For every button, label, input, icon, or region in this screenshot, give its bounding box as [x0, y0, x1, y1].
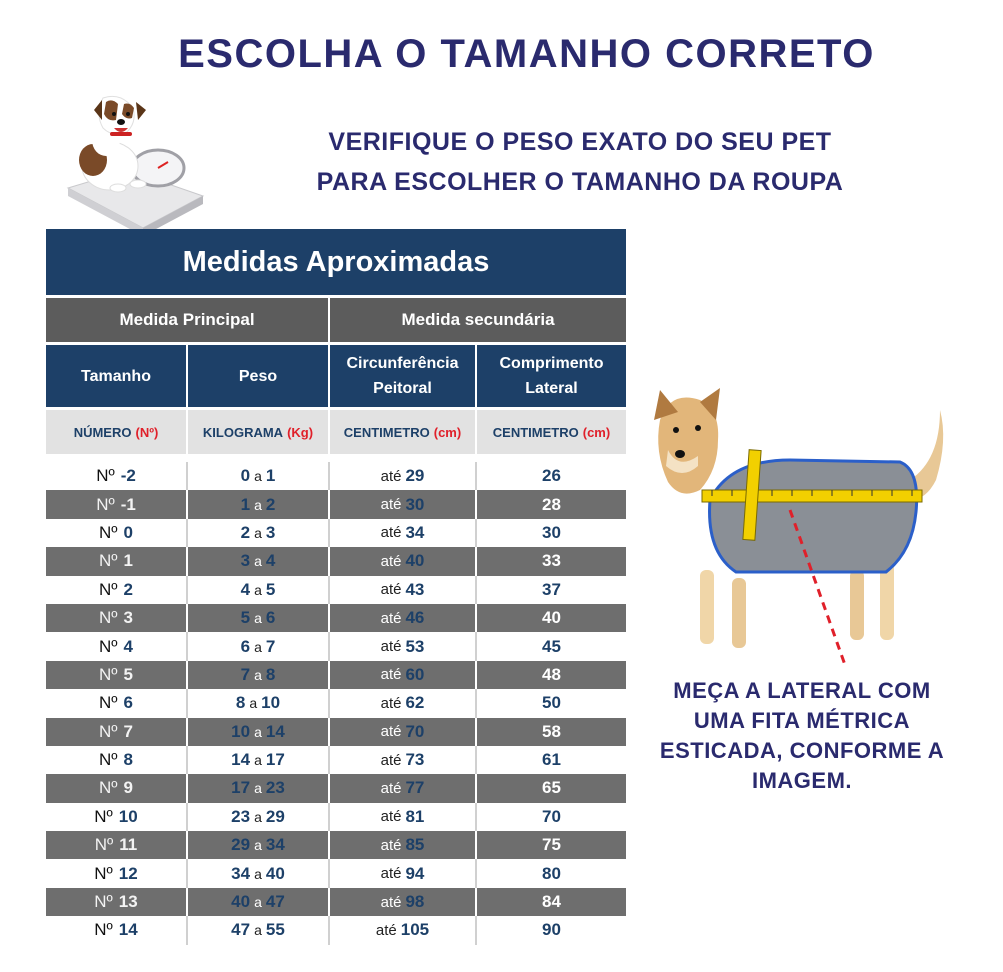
size-cell: [46, 859, 186, 887]
size-number: 1: [123, 551, 133, 571]
length-cell: 40: [475, 604, 626, 632]
chest-ate: até: [380, 552, 402, 570]
chest-cell: [328, 774, 475, 802]
col-length-line2: Lateral: [525, 380, 578, 397]
size-number: 11: [119, 835, 138, 855]
weight-cell: [186, 916, 328, 944]
weight-sep: a: [254, 752, 262, 769]
chest-ate: até: [375, 921, 397, 939]
size-cell: [46, 831, 186, 859]
weight-min: 17: [231, 778, 251, 798]
size-cell: [46, 519, 186, 547]
size-number: 14: [118, 920, 138, 940]
weight-min: 3: [240, 551, 251, 571]
col-chest-line2: Peitoral: [373, 380, 432, 397]
weight-cell: [186, 490, 328, 518]
size-number: 9: [123, 778, 133, 798]
length-cell: 33: [475, 547, 626, 575]
chest-value: 73: [405, 750, 425, 770]
size-cell: [46, 718, 186, 746]
chest-value: 53: [405, 636, 425, 656]
chest-cell: [328, 604, 475, 632]
chest-value: 85: [405, 835, 425, 855]
size-prefix: Nº: [99, 579, 118, 599]
size-prefix: Nº: [99, 693, 118, 713]
chest-cell: [328, 661, 475, 689]
chest-value: 29: [405, 466, 425, 486]
weight-min: 10: [231, 721, 251, 741]
length-cell: 70: [475, 803, 626, 831]
chest-value: 70: [405, 721, 425, 741]
table-row: [46, 689, 626, 717]
length-cell: 80: [475, 859, 626, 887]
weight-max: 40: [265, 863, 285, 883]
instruction-line: ESTICADA, CONFORME A: [659, 738, 945, 763]
table-row: [46, 576, 626, 604]
group-main: Medida Principal: [46, 298, 328, 342]
weight-max: 8: [265, 664, 276, 684]
weight-sep: a: [254, 894, 262, 911]
weight-sep: a: [254, 723, 262, 740]
size-number: -2: [120, 466, 136, 486]
chest-cell: [328, 462, 475, 490]
size-prefix: Nº: [94, 806, 113, 826]
length-cell: 90: [475, 916, 626, 944]
size-cell: [46, 916, 186, 944]
chest-ate: até: [380, 524, 402, 542]
col-length-header: [477, 345, 626, 407]
table-row: [46, 888, 626, 916]
weight-min: 6: [240, 636, 251, 656]
chest-ate: até: [380, 723, 402, 741]
chest-ate: até: [380, 751, 402, 769]
weight-max: 4: [265, 551, 276, 571]
weight-cell: [186, 604, 328, 632]
weight-min: 2: [240, 522, 251, 542]
dog-on-scale-illustration: [58, 88, 208, 238]
col-length-line1: Comprimento: [499, 355, 604, 372]
unit-size-abbr: (Nº): [135, 424, 159, 440]
table-row: [46, 916, 626, 944]
weight-max: 5: [265, 579, 276, 599]
chest-ate: até: [380, 638, 402, 656]
unit-weight: [188, 410, 328, 454]
chest-cell: [328, 746, 475, 774]
unit-length-abbr: (cm): [582, 424, 611, 440]
weight-min: 14: [231, 750, 251, 770]
weight-sep: a: [254, 808, 262, 825]
weight-cell: [186, 888, 328, 916]
size-prefix: Nº: [99, 522, 118, 542]
table-row: [46, 490, 626, 518]
weight-sep: a: [249, 695, 258, 712]
size-prefix: Nº: [96, 494, 115, 514]
chest-cell: [328, 632, 475, 660]
chest-value: 94: [405, 863, 425, 883]
table-row: [46, 831, 626, 859]
table-row: [46, 803, 626, 831]
size-number: 0: [123, 522, 133, 542]
chest-value: 46: [405, 608, 425, 628]
weight-min: 7: [240, 664, 251, 684]
weight-min: 47: [231, 920, 251, 940]
chest-cell: [328, 831, 475, 859]
chest-value: 34: [405, 522, 425, 542]
length-cell: 50: [475, 689, 626, 717]
units-row: [46, 410, 626, 454]
size-cell: [46, 888, 186, 916]
weight-min: 40: [231, 892, 251, 912]
chest-value: 40: [405, 551, 425, 571]
table-row: [46, 604, 626, 632]
size-number: 2: [123, 579, 133, 599]
length-cell: 26: [475, 462, 626, 490]
unit-size: [46, 410, 186, 454]
chest-ate: até: [380, 808, 402, 826]
size-prefix: Nº: [94, 920, 113, 940]
unit-length: [477, 410, 626, 454]
group-header-row: [46, 298, 626, 342]
weight-cell: [186, 632, 328, 660]
chest-cell: [328, 803, 475, 831]
weight-sep: a: [254, 610, 262, 627]
weight-cell: [186, 718, 328, 746]
size-number: -1: [120, 494, 136, 514]
weight-sep: a: [254, 468, 262, 485]
unit-chest-label: CENTIMETRO: [343, 424, 430, 440]
size-cell: [46, 746, 186, 774]
column-header-row: [46, 345, 626, 407]
length-cell: 37: [475, 576, 626, 604]
size-number: 7: [123, 721, 133, 741]
weight-sep: a: [254, 780, 262, 797]
weight-sep: a: [254, 638, 262, 655]
weight-cell: [186, 859, 328, 887]
weight-max: 29: [265, 806, 285, 826]
length-cell: 75: [475, 831, 626, 859]
size-cell: [46, 547, 186, 575]
chest-ate: até: [380, 836, 402, 854]
weight-max: 14: [265, 721, 285, 741]
weight-min: 29: [231, 835, 251, 855]
size-number: 3: [123, 608, 133, 628]
size-cell: [46, 661, 186, 689]
weight-min: 0: [240, 466, 251, 486]
chest-value: 81: [405, 806, 425, 826]
col-chest-header: [330, 345, 475, 407]
weight-max: 10: [261, 693, 281, 713]
table-row: [46, 519, 626, 547]
size-cell: [46, 604, 186, 632]
size-number: 12: [118, 863, 138, 883]
chest-cell: [328, 718, 475, 746]
chest-value: 77: [405, 778, 425, 798]
weight-max: 3: [265, 522, 276, 542]
unit-weight-abbr: (Kg): [287, 424, 314, 440]
chest-ate: até: [380, 865, 402, 883]
weight-cell: [186, 661, 328, 689]
size-cell: [46, 803, 186, 831]
size-prefix: Nº: [94, 863, 113, 883]
chest-ate: até: [380, 694, 402, 712]
size-prefix: Nº: [94, 892, 113, 912]
chest-ate: até: [380, 496, 402, 514]
chest-ate: até: [380, 581, 402, 599]
size-number: 13: [118, 892, 138, 912]
chest-value: 98: [405, 892, 425, 912]
weight-max: 1: [265, 466, 276, 486]
weight-max: 55: [265, 920, 285, 940]
col-weight-header: Peso: [188, 345, 328, 407]
unit-chest: [330, 410, 475, 454]
length-cell: 48: [475, 661, 626, 689]
size-cell: [46, 689, 186, 717]
chest-ate: até: [380, 609, 402, 627]
col-chest-line1: Circunferência: [346, 355, 459, 372]
chest-ate: até: [380, 779, 402, 797]
size-prefix: Nº: [99, 636, 118, 656]
chest-cell: [328, 490, 475, 518]
instruction-line: UMA FITA MÉTRICA: [693, 708, 911, 733]
weight-cell: [186, 547, 328, 575]
weight-cell: [186, 831, 328, 859]
weight-max: 7: [265, 636, 276, 656]
chest-value: 30: [405, 494, 425, 514]
size-prefix: Nº: [99, 608, 118, 628]
weight-max: 34: [265, 835, 285, 855]
chest-value: 105: [400, 920, 430, 940]
chest-cell: [328, 547, 475, 575]
weight-sep: a: [254, 922, 262, 939]
size-cell: [46, 576, 186, 604]
table-row: [46, 632, 626, 660]
table-row: [46, 462, 626, 490]
length-cell: 28: [475, 490, 626, 518]
group-secondary: Medida secundária: [330, 298, 626, 342]
chest-cell: [328, 576, 475, 604]
weight-sep: a: [254, 496, 262, 513]
length-cell: 45: [475, 632, 626, 660]
weight-min: 8: [235, 693, 246, 713]
size-prefix: Nº: [99, 551, 118, 571]
size-cell: [46, 462, 186, 490]
subtitle-line-1: VERIFIQUE O PESO EXATO DO SEU PET: [328, 128, 832, 156]
size-prefix: Nº: [96, 466, 115, 486]
weight-sep: a: [254, 524, 262, 541]
size-prefix: Nº: [99, 664, 118, 684]
table-row: [46, 661, 626, 689]
unit-size-label: NÚMERO: [73, 424, 132, 440]
size-number: 4: [123, 636, 133, 656]
table-row: [46, 746, 626, 774]
length-cell: 61: [475, 746, 626, 774]
instruction-line: IMAGEM.: [751, 768, 853, 793]
weight-cell: [186, 576, 328, 604]
size-number: 8: [123, 750, 133, 770]
weight-cell: [186, 746, 328, 774]
weight-min: 1: [240, 494, 251, 514]
weight-cell: [186, 462, 328, 490]
size-table: [46, 229, 626, 945]
chest-cell: [328, 916, 475, 944]
table-row: [46, 774, 626, 802]
table-row: [46, 547, 626, 575]
unit-weight-label: KILOGRAMA: [202, 424, 284, 440]
chest-ate: até: [380, 467, 402, 485]
weight-max: 2: [265, 494, 276, 514]
chest-ate: até: [380, 893, 402, 911]
weight-max: 17: [265, 750, 285, 770]
weight-sep: a: [254, 666, 262, 683]
size-prefix: Nº: [99, 778, 118, 798]
weight-max: 47: [265, 892, 285, 912]
weight-cell: [186, 689, 328, 717]
size-cell: [46, 490, 186, 518]
measure-instructions: [632, 676, 972, 796]
weight-cell: [186, 519, 328, 547]
chest-ate: até: [380, 666, 402, 684]
weight-min: 23: [231, 806, 251, 826]
weight-sep: a: [254, 581, 262, 598]
table-title: Medidas Aproximadas: [46, 229, 626, 295]
length-cell: 58: [475, 718, 626, 746]
dog-measuring-tape-illustration: [640, 380, 970, 670]
length-cell: 84: [475, 888, 626, 916]
table-body: [46, 462, 626, 945]
unit-chest-abbr: (cm): [433, 424, 462, 440]
size-prefix: Nº: [94, 835, 114, 855]
table-row: [46, 718, 626, 746]
weight-cell: [186, 803, 328, 831]
weight-max: 23: [265, 778, 285, 798]
size-prefix: Nº: [99, 750, 118, 770]
size-number: 6: [123, 693, 133, 713]
length-cell: 65: [475, 774, 626, 802]
col-size-header: Tamanho: [46, 345, 186, 407]
table-row: [46, 859, 626, 887]
size-prefix: Nº: [99, 721, 118, 741]
size-number: 10: [118, 806, 138, 826]
subtitle-line-2: PARA ESCOLHER O TAMANHO DA ROUPA: [316, 168, 844, 196]
page-title: ESCOLHA O TAMANHO CORRETO: [178, 32, 875, 76]
chest-value: 43: [405, 579, 425, 599]
unit-length-label: CENTIMETRO: [492, 424, 579, 440]
chest-cell: [328, 519, 475, 547]
weight-sep: a: [254, 837, 262, 854]
size-number: 5: [123, 664, 133, 684]
instruction-line: MEÇA A LATERAL COM: [673, 678, 931, 703]
size-cell: [46, 774, 186, 802]
weight-cell: [186, 774, 328, 802]
weight-min: 4: [240, 579, 251, 599]
chest-cell: [328, 689, 475, 717]
length-cell: 30: [475, 519, 626, 547]
weight-min: 34: [231, 863, 251, 883]
weight-sep: a: [254, 553, 262, 570]
chest-cell: [328, 888, 475, 916]
weight-sep: a: [254, 865, 262, 882]
chest-value: 60: [405, 664, 425, 684]
weight-max: 6: [265, 608, 276, 628]
chest-cell: [328, 859, 475, 887]
weight-min: 5: [240, 608, 251, 628]
size-cell: [46, 632, 186, 660]
chest-value: 62: [405, 693, 425, 713]
